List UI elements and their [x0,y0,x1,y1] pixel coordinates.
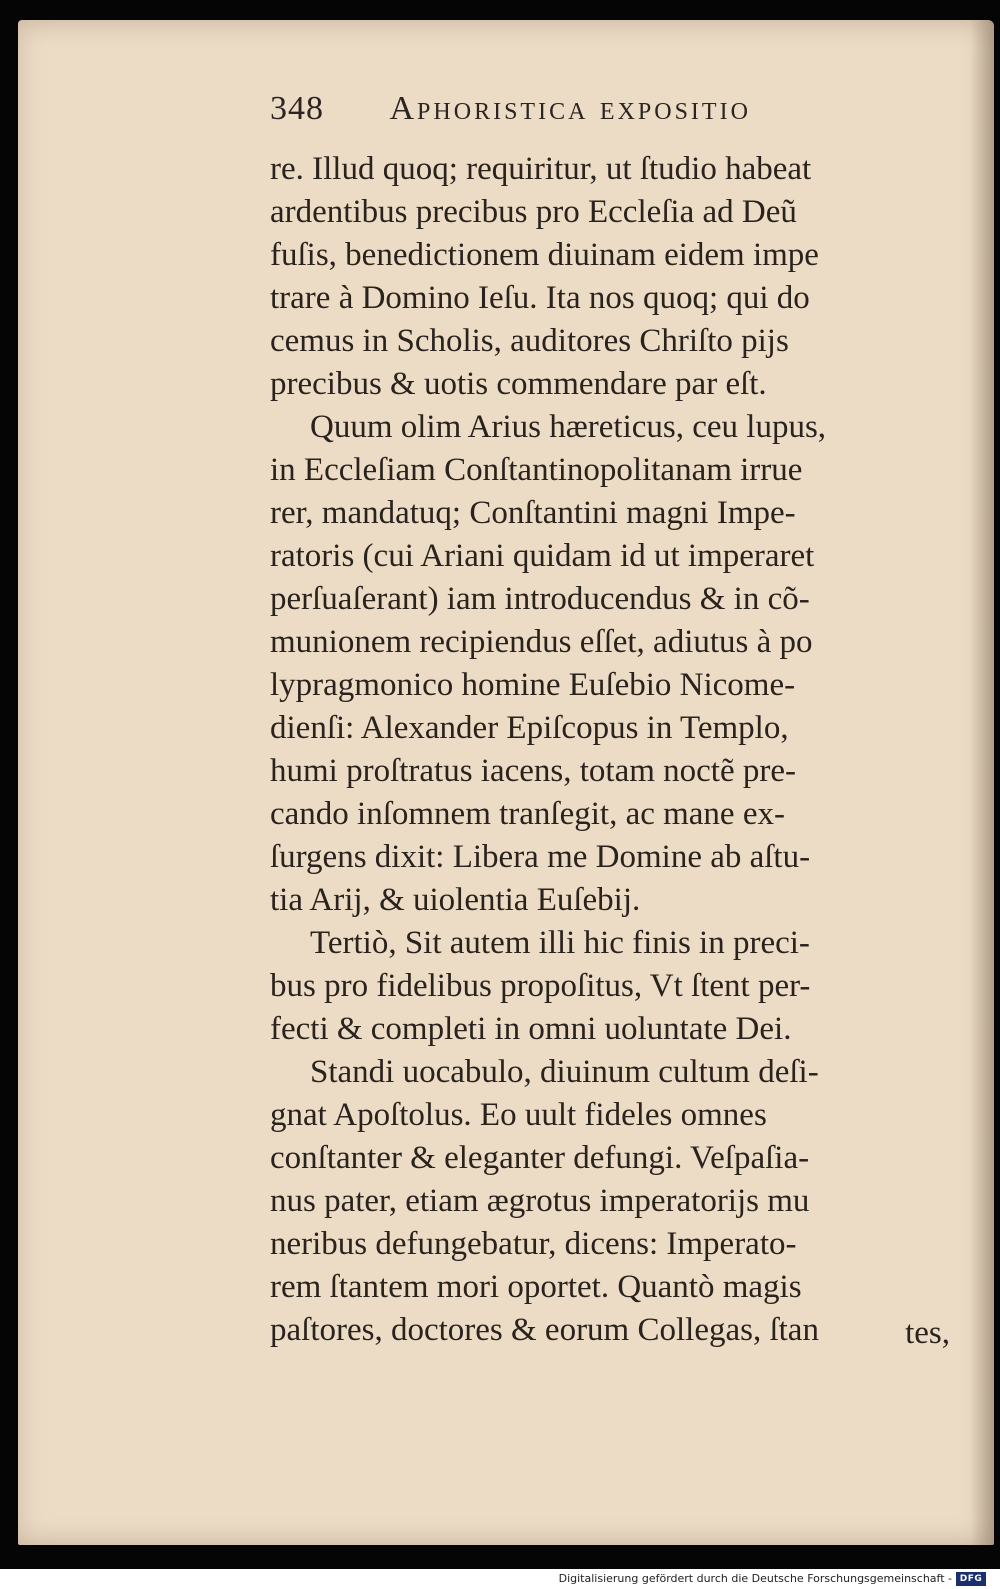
text-line: munionem recipiendus eſſet, adiutus à po [270,624,813,660]
text-line: neribus defungebatur, dicens: Imperato- [270,1226,797,1262]
text-line: nus pater, etiam ægrotus imperatorijs mu [270,1183,810,1219]
running-head-title: Aphoristica expositio [389,90,751,127]
text-line: fecti & completi in omni uoluntate Dei. [270,1011,792,1047]
text-line: rem ſtantem mori oportet. Quantò magis [270,1269,802,1305]
text-line: tia Arij, & uiolentia Euſebij. [270,882,641,918]
text-line: conſtanter & eleganter defungi. Veſpaſia- [270,1140,810,1176]
text-line: humi proſtratus iacens, totam noctẽ pre- [270,753,797,789]
text-line: rer, mandatuq; Conſtantini magni Impe- [270,495,796,531]
text-line: dienſi: Alexander Epiſcopus in Templo, [270,710,789,746]
text-line: ardentibus precibus pro Eccleſia ad Deũ [270,194,797,230]
text-line: Quum olim Arius hæreticus, ceu lupus, [310,409,827,445]
page-number: 348 [270,90,324,127]
text-line: re. Illud quoq; requiritur, ut ſtudio habeat [270,151,812,187]
page-edge-shadow [970,20,994,1545]
catchword: tes, [905,1315,950,1351]
dfg-logo-icon: DFG [956,1572,986,1586]
text-line: paſtores, doctores & eorum Collegas, ſtan [270,1312,819,1348]
text-line: gnat Apoſtolus. Eo uult fideles omnes [270,1097,767,1133]
text-line: precibus & uotis commendare par eſt. [270,366,767,402]
footer-bar [0,1569,1000,1589]
funding-credit: Digitalisierung gefördert durch die Deutsche Forschungsgemeinschaft - [558,1572,952,1585]
running-head [270,90,950,140]
text-line: lypragmonico homine Euſebio Nicome- [270,667,796,703]
text-line: cemus in Scholis, auditores Chriſto pijs [270,323,789,359]
text-line: bus pro fidelibus propoſitus, Vt ſtent per- [270,968,811,1004]
text-line: cando inſomnem tranſegit, ac mane ex- [270,796,785,832]
text-line: trare à Domino Ieſu. Ita nos quoq; qui do [270,280,810,316]
body-text [270,148,950,1352]
text-line: Tertiò, Sit autem illi hic finis in preci- [310,925,810,961]
text-line: fuſis, benedictionem diuinam eidem impe [270,237,819,273]
text-line: in Eccleſiam Conſtantinopolitanam irrue [270,452,803,488]
text-line: Standi uocabulo, diuinum cultum deſi- [310,1054,819,1090]
text-line: ſurgens dixit: Libera me Domine ab aſtu- [270,839,811,875]
text-line: perſuaſerant) iam introducendus & in cõ- [270,581,810,617]
text-line: ratoris (cui Ariani quidam id ut imperaret [270,538,815,574]
